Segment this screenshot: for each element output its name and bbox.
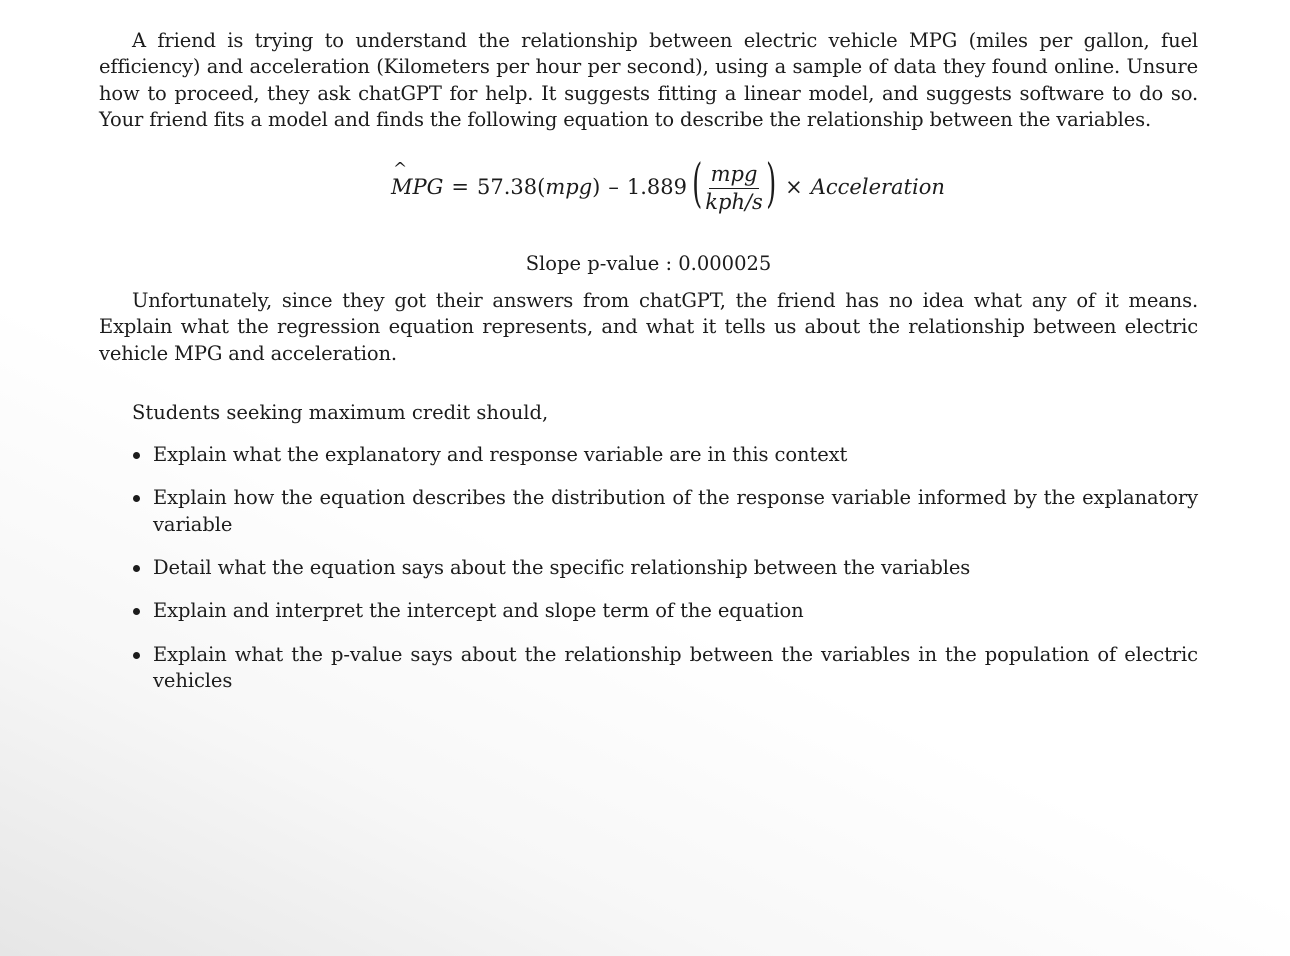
right-paren: ) [765, 154, 777, 215]
criteria-lead: Students seeking maximum credit should, [132, 401, 549, 425]
criteria-item: Explain how the equation describes the distribution of the response variable informed by the explanatory variable [99, 485, 1198, 538]
bullet-icon [133, 565, 140, 572]
intercept-value: 57.38( [477, 175, 546, 200]
slope-unit-fraction [703, 162, 765, 213]
left-paren: ( [692, 154, 703, 215]
slope-value: 1.889 [626, 175, 687, 200]
criteria-item: Explain what the p-value says about the relationship between the variables in the population of electric vehicles [99, 642, 1198, 695]
unit-denominator: kph/s [705, 189, 763, 214]
intercept-unit: mpg [545, 175, 593, 200]
question-paragraph: Unfortunately, since they got their answers from chatGPT, the friend has no idea what any of it means. Explain what the regression equation represents, and what it tells us about the relationship between electric vehicle MPG and acceleration. [99, 289, 1198, 365]
minus-sign: – [608, 175, 619, 200]
document-page [99, 28, 1198, 711]
intro-paragraph: A friend is trying to understand the relationship between electric vehicle MPG (miles per gallon, fuel efficiency) and acceleration (Kilometers per hour per second), using a sample of data they found online. Unsure how to proceed, they ask chatGPT for help. It suggests fitting a linear model, and suggests software to do so. Your friend fits a model and finds the following equation to describe the relationship between the variables. [99, 29, 1198, 131]
hat-accent: ^ [393, 159, 408, 180]
equation-line [391, 145, 945, 229]
bullet-icon [133, 452, 140, 459]
criteria-item: Detail what the equation says about the specific relationship between the variables [99, 555, 1198, 581]
criteria-list [99, 442, 1198, 694]
slope-pvalue: Slope p-value : 0.000025 [525, 252, 772, 276]
unit-numerator: mpg [709, 162, 760, 189]
criteria-item: Explain what the explanatory and response variable are in this context [99, 442, 1198, 468]
regression-equation [99, 145, 1198, 229]
times-sign: × [785, 175, 803, 200]
intercept-close: ) [592, 175, 601, 200]
bullet-icon [133, 495, 140, 502]
criteria-item: Explain and interpret the intercept and slope term of the equation [99, 598, 1198, 624]
bullet-icon [133, 652, 140, 659]
equals-sign: = [451, 175, 470, 200]
equation-lhs: ^ MPG [391, 159, 444, 200]
bullet-icon [133, 608, 140, 615]
equation-variable: Acceleration [810, 175, 945, 200]
